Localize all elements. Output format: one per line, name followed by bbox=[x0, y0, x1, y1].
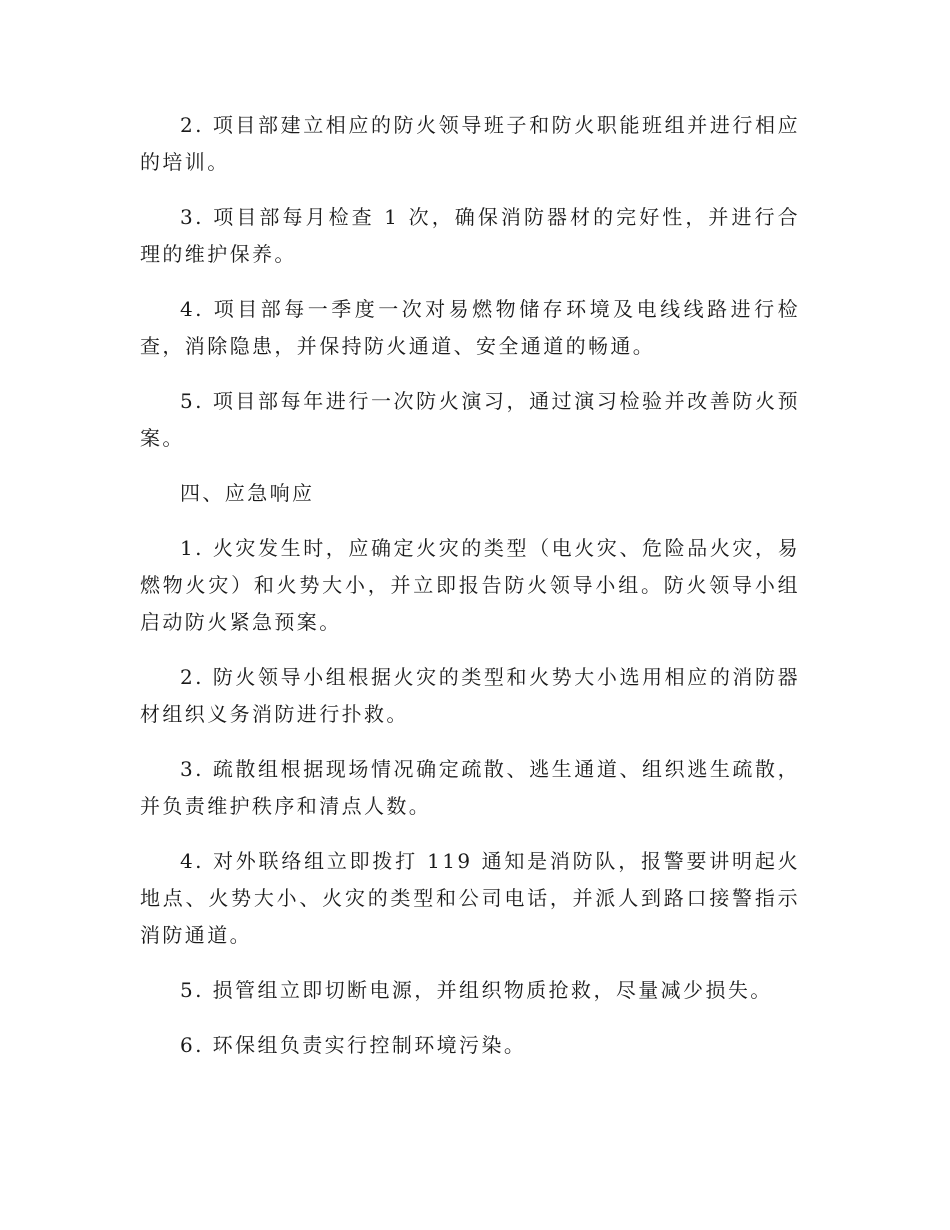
paragraph-response-2: 2. 防火领导小组根据火灾的类型和火势大小选用相应的消防器材组织义务消防进行扑救。 bbox=[140, 665, 800, 726]
paragraph-prevention-2: 2. 项目部建立相应的防火领导班子和防火职能班组并进行相应的培训。 bbox=[140, 113, 800, 174]
paragraph-response-3: 3. 疏散组根据现场情况确定疏散、逃生通道、组织逃生疏散，并负责维护秩序和清点人数。 bbox=[140, 757, 800, 818]
paragraph-prevention-5: 5. 项目部每年进行一次防火演习，通过演习检验并改善防火预案。 bbox=[140, 389, 800, 450]
paragraph-response-6: 6. 环保组负责实行控制环境污染。 bbox=[180, 1033, 527, 1057]
document-body bbox=[140, 107, 800, 1082]
paragraph-prevention-3: 3. 项目部每月检查 1 次，确保消防器材的完好性，并进行合理的维护保养。 bbox=[140, 205, 800, 266]
paragraph-prevention-4: 4. 项目部每一季度一次对易燃物储存环境及电线线路进行检查，消除隐患，并保持防火通道、安全通道的畅通。 bbox=[140, 297, 800, 358]
section-heading-emergency-response: 四、应急响应 bbox=[180, 481, 315, 505]
paragraph-response-4: 4. 对外联络组立即拨打 119 通知是消防队，报警要讲明起火地点、火势大小、火灾的类型和公司电话，并派人到路口接警指示消防通道。 bbox=[140, 849, 800, 947]
paragraph-response-5: 5. 损管组立即切断电源，并组织物质抢救，尽量减少损失。 bbox=[180, 978, 773, 1002]
paragraph-response-1: 1. 火灾发生时，应确定火灾的类型（电火灾、危险品火灾，易燃物火灾）和火势大小，并立即报告防火领导小组。防火领导小组启动防火紧急预案。 bbox=[140, 536, 800, 634]
